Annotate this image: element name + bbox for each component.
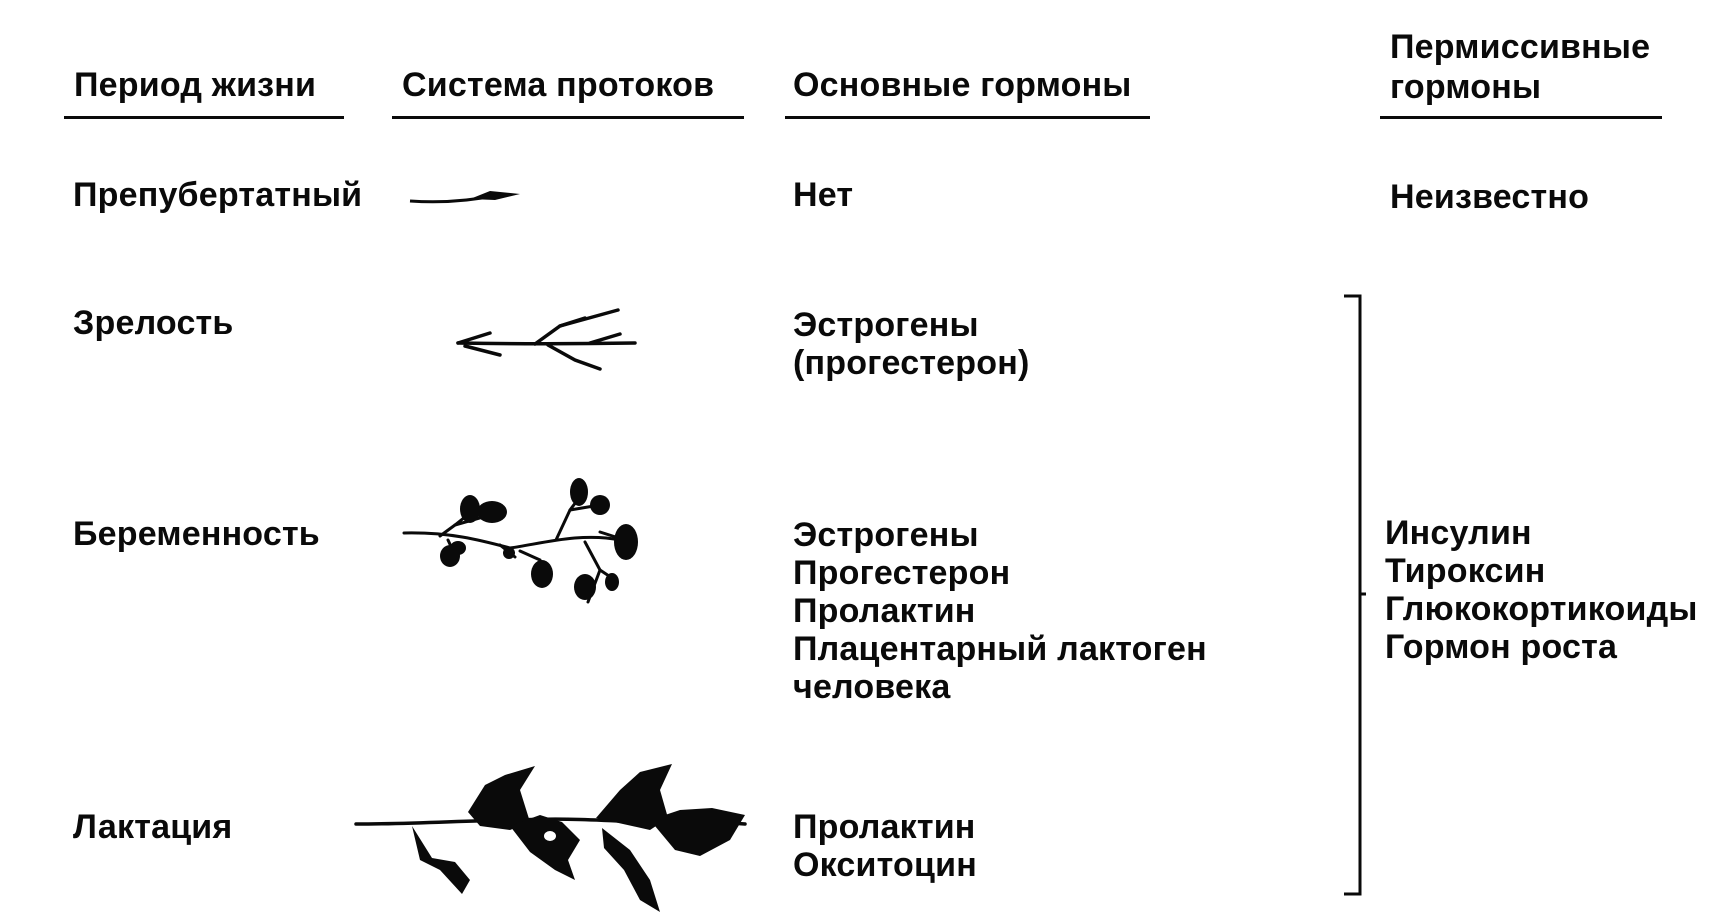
- header-permissive-label-line1: Пермиссивные: [1390, 28, 1651, 66]
- header-permissive-label-line2: гормоны: [1390, 68, 1542, 106]
- hormone-progesterone: Прогестерон: [793, 554, 1011, 592]
- hormone-none: Нет: [793, 176, 854, 214]
- period-maturity: Зрелость: [73, 304, 234, 342]
- hormone-oxytocin: Окситоцин: [793, 846, 977, 884]
- hormone-prolactin: Пролактин: [793, 808, 976, 846]
- permissive-thyroxine: Тироксин: [1385, 552, 1546, 590]
- hormone-placental-lactogen-cont: человека: [793, 668, 951, 706]
- hormone-progesterone-minor: (прогестерон): [793, 344, 1030, 382]
- hormone-prolactin: Пролактин: [793, 592, 976, 630]
- permissive-glucocorticoids: Глюкокортикоиды: [1385, 590, 1698, 628]
- simple-duct-icon: [410, 191, 520, 202]
- hormone-estrogens: Эстрогены: [793, 306, 979, 344]
- header-period-label: Период жизни: [74, 66, 317, 104]
- hormone-estrogens: Эстрогены: [793, 516, 979, 554]
- header-main-hormones-label: Основные гормоны: [793, 66, 1132, 104]
- period-prepubertal: Препубертатный: [73, 176, 363, 214]
- period-lactation: Лактация: [73, 808, 233, 846]
- permissive-prepubertal: Неизвестно: [1390, 178, 1590, 216]
- period-pregnancy: Беременность: [73, 515, 320, 553]
- permissive-insulin: Инсулин: [1385, 514, 1532, 552]
- header-ducts-label: Система протоков: [402, 66, 715, 104]
- hormone-placental-lactogen: Плацентарный лактоген: [793, 630, 1207, 668]
- branched-duct-icon: [458, 310, 635, 369]
- permissive-growth-hormone: Гормон роста: [1385, 628, 1618, 666]
- lobular-duct-icon: [404, 478, 638, 602]
- lactating-duct-icon: [356, 764, 745, 912]
